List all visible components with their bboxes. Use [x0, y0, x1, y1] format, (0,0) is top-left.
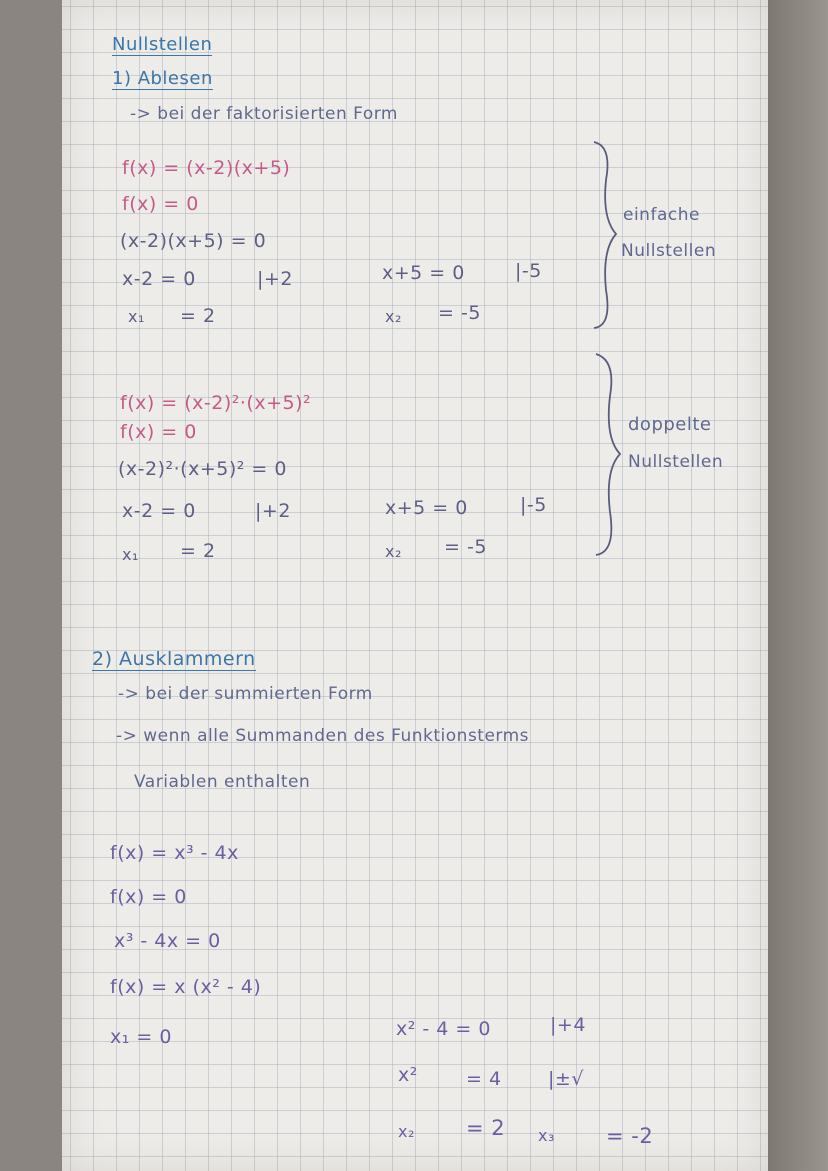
block2-line-5a: x₁ [122, 545, 139, 564]
section-1-note: -> bei der faktorisierten Form [130, 104, 398, 124]
block3-right-2b: = 4 [466, 1068, 502, 1090]
page-title: Nullstellen [112, 34, 213, 55]
section-2-heading-text: 2) Ausklammern [92, 648, 256, 670]
block1-line-2: f(x) = 0 [122, 193, 199, 215]
block1-side-label-2: Nullstellen [621, 241, 717, 261]
block3-right-3a: x₂ [398, 1122, 415, 1141]
block1-line-4b: |+2 [257, 268, 293, 290]
section-2-note-1: -> bei der summierten Form [118, 684, 373, 704]
section-1-heading-text: 1) Ablesen [112, 68, 213, 89]
block1-line-5c: x₂ [385, 307, 402, 326]
block2-line-4b: |+2 [255, 500, 291, 522]
block3-line-2: f(x) = 0 [110, 886, 187, 908]
block2-side-label-1: doppelte [628, 414, 712, 435]
block3-right-2c: |±√ [548, 1068, 584, 1090]
block1-line-5b: = 2 [180, 305, 216, 327]
block3-right-3b: = 2 [466, 1116, 506, 1140]
block1-brace [590, 140, 620, 330]
block3-line-1: f(x) = x³ - 4x [110, 842, 239, 864]
block3-right-3c: x₃ [538, 1126, 555, 1145]
section-2-heading [92, 648, 256, 670]
section-2-note-3: Variablen enthalten [134, 772, 311, 792]
block1-line-4a: x-2 = 0 [122, 268, 196, 290]
block3-right-1a: x² - 4 = 0 [396, 1018, 491, 1040]
block2-line-2: f(x) = 0 [120, 421, 197, 443]
section-2-note-2: -> wenn alle Summanden des Funktionsterms [116, 726, 530, 746]
block2-brace [592, 352, 624, 557]
background-surface [768, 0, 828, 1171]
block1-line-5a: x₁ [128, 307, 145, 326]
block2-line-5c: x₂ [385, 542, 402, 561]
block2-line-4d: |-5 [520, 494, 547, 516]
block1-line-4d: |-5 [515, 260, 542, 282]
block2-line-1: f(x) = (x-2)²·(x+5)² [120, 392, 312, 414]
block3-line-3: x³ - 4x = 0 [114, 930, 221, 952]
block2-line-4a: x-2 = 0 [122, 500, 196, 522]
block1-line-1: f(x) = (x-2)(x+5) [122, 157, 291, 179]
block1-line-3: (x-2)(x+5) = 0 [120, 230, 267, 252]
block3-line-4: f(x) = x (x² - 4) [110, 976, 262, 998]
block3-right-2a: x² [398, 1064, 418, 1086]
block2-line-3: (x-2)²·(x+5)² = 0 [118, 458, 287, 480]
block1-side-label-1: einfache [623, 205, 700, 225]
block1-line-5d: = -5 [438, 302, 481, 324]
block3-line-5: x₁ = 0 [110, 1026, 172, 1048]
block3-right-1b: |+4 [550, 1014, 586, 1036]
block2-line-4c: x+5 = 0 [385, 497, 468, 519]
block2-side-label-2: Nullstellen [628, 452, 724, 472]
block3-right-3d: = -2 [606, 1124, 654, 1148]
block2-line-5d: = -5 [444, 536, 487, 558]
section-1-heading [112, 68, 213, 89]
block2-line-5b: = 2 [180, 540, 216, 562]
block1-line-4c: x+5 = 0 [382, 262, 465, 284]
